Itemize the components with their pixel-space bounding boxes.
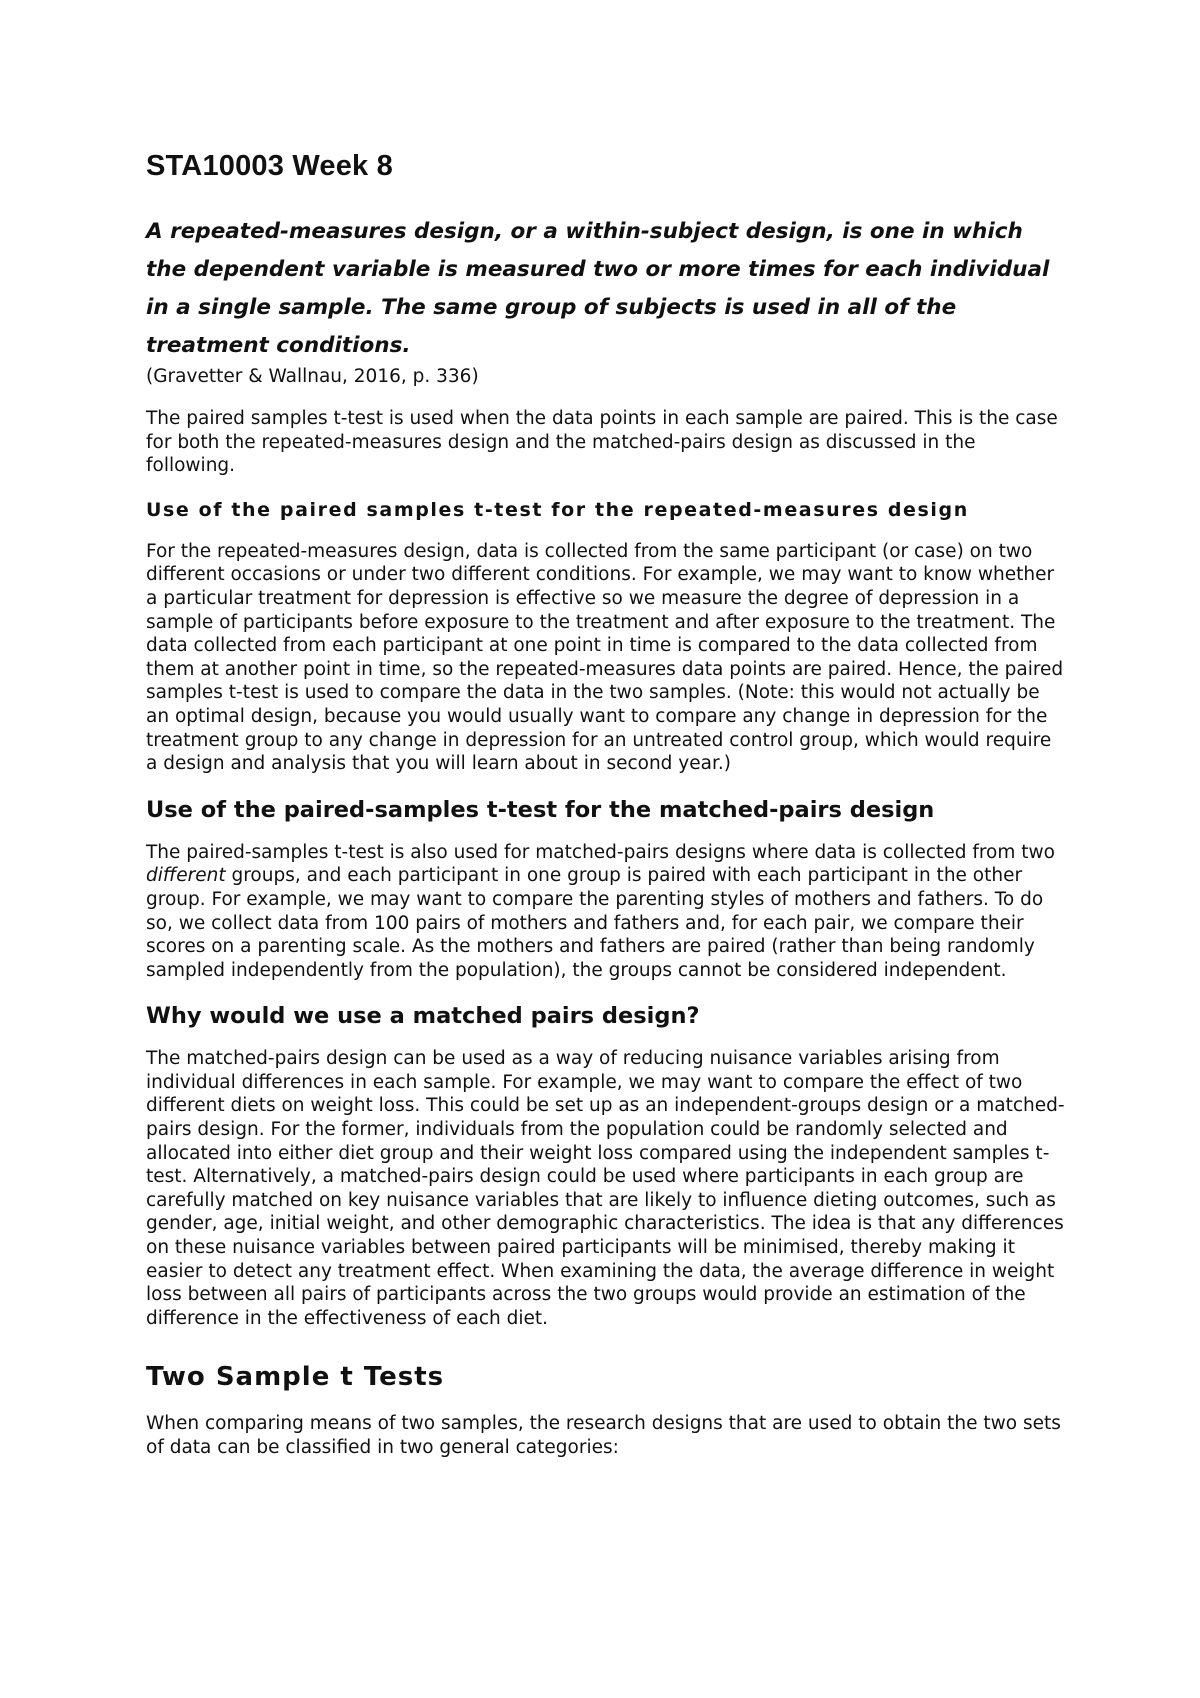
repeated-measures-paragraph: For the repeated-measures design, data is collected from the same participant (or case) on two different occasions or under two different conditions. For example, we may want to know whether a particular treatment for depression is effective so we measure the degree of depression in a sample of participants before exposure to the treatment and after exposure to the treatment. The data collected from each participant at one point in time is compared to the data collected from them at another point in time, so the repeated-measures data points are paired. Hence, the paired samples t-test is used to compare the data in the two samples. (Note: this would not actually be an optimal design, because you would usually want to compare any change in depression for the treatment group to any change in depression for an untreated control group, which would require a design and analysis that you will learn about in second year.) — [146, 540, 1064, 775]
matched-pairs-text-end: groups, and each participant in one group is paired with each participant in the other group. For example, we may want to compare the parenting styles of mothers and fathers. To do so, we collect data from 100 pairs of mothers and fathers and, for each pair, we compare their scores on a parenting scale. As the mothers and fathers are paired (rather than being randomly sampled independently from the population), the groups cannot be considered independent. — [146, 865, 1044, 981]
repeated-measures-heading: Use of the paired samples t-test for the repeated-measures design — [146, 498, 969, 521]
matched-pairs-paragraph — [146, 841, 1066, 983]
matched-pairs-text-start: The paired-samples t-test is also used for matched-pairs designs where data is collected from two — [146, 841, 1055, 863]
two-sample-heading: Two Sample t Tests — [146, 1362, 445, 1393]
quote-citation: (Gravetter & Wallnau, 2016, p. 336) — [146, 366, 479, 387]
matched-pairs-heading: Use of the paired-samples t-test for the matched-pairs design — [146, 796, 935, 823]
why-matched-pairs-paragraph: The matched-pairs design can be used as a way of reducing nuisance variables arising from individual differences in each sample. For example, we may want to compare the effect of two different diets on weight loss. This could be set up as an independent-groups design or a matched-pairs design. For the former, individuals from the population could be randomly selected and allocated into either diet group and their weight loss compared using the independent samples t-test. Alternatively, a matched-pairs design could be used where participants in each group are carefully matched on key nuisance variables that are likely to influence dieting outcomes, such as gender, age, initial weight, and other demographic characteristics. The idea is that any differences on these nuisance variables between paired participants will be minimised, thereby making it easier to detect any treatment effect. When examining the data, the average difference in weight loss between all pairs of participants across the two groups would provide an estimation of the difference in the effectiveness of each diet. — [146, 1048, 1065, 1329]
intro-paragraph: The paired samples t-test is used when the data points in each sample are paired. This is the case for both the repeated-measures design and the matched-pairs design as discussed in the following. — [146, 408, 1058, 477]
two-sample-paragraph: When comparing means of two samples, the research designs that are used to obtain the two sets of data can be classified in two general categories: — [146, 1413, 1061, 1458]
emphasis-different: different — [146, 865, 226, 887]
document-page — [146, 150, 1066, 1479]
definition-quote: A repeated-measures design, or a within-subject design, is one in which the dependent variable is measured two or more times for each individual in a single sample. The same group of subjects is used in all of the treatment conditions. — [146, 219, 1050, 358]
document-title: STA10003 Week 8 — [146, 150, 393, 182]
why-matched-pairs-heading: Why would we use a matched pairs design? — [146, 1003, 700, 1030]
